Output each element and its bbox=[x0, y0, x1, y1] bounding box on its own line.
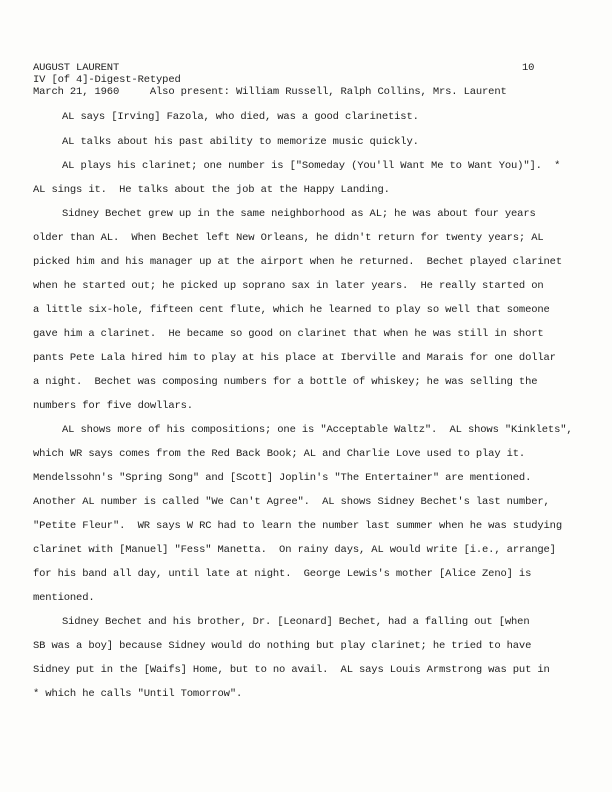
text-line: gave him a clarinet. He became so good on clarinet that when he was still in short bbox=[33, 328, 544, 340]
text-line: numbers for five dowllars. bbox=[33, 400, 193, 412]
text-line: AL plays his clarinet; one number is ["Someday (You'll Want Me to Want You)"]. * bbox=[62, 160, 561, 172]
text-line: clarinet with [Manuel] "Fess" Manetta. On rainy days, AL would write [i.e., arrange] bbox=[33, 544, 556, 556]
text-line: AL talks about his past ability to memorize music quickly. bbox=[62, 136, 419, 148]
text-line: "Petite Fleur". WR says W RC had to learn the number last summer when he was studying bbox=[33, 520, 562, 532]
text-line: Sidney Bechet grew up in the same neighborhood as AL; he was about four years bbox=[62, 208, 536, 220]
text-line: Mendelssohn's "Spring Song" and [Scott] Joplin's "The Entertainer" are mentioned. bbox=[33, 472, 532, 484]
text-line: AL shows more of his compositions; one is "Acceptable Waltz". AL shows "Kinklets", bbox=[62, 424, 573, 436]
text-line: Sidney Bechet and his brother, Dr. [Leonard] Bechet, had a falling out [when bbox=[62, 616, 530, 628]
text-line: when he started out; he picked up soprano sax in later years. He really started on bbox=[33, 280, 544, 292]
text-line: Sidney put in the [Waifs] Home, but to no avail. AL says Louis Armstrong was put in bbox=[33, 664, 550, 676]
text-line: picked him and his manager up at the airport when he returned. Bechet played clarinet bbox=[33, 256, 562, 268]
text-line: AL sings it. He talks about the job at the Happy Landing. bbox=[33, 184, 390, 196]
text-line: which WR says comes from the Red Back Book; AL and Charlie Love used to play it. bbox=[33, 448, 526, 460]
text-line: mentioned. bbox=[33, 592, 95, 604]
text-line: AL says [Irving] Fazola, who died, was a good clarinetist. bbox=[62, 111, 419, 123]
text-line: a night. Bechet was composing numbers for a bottle of whiskey; he was selling the bbox=[33, 376, 538, 388]
page-number: 10 bbox=[522, 62, 535, 74]
text-line: SB was a boy] because Sidney would do nothing but play clarinet; he tried to have bbox=[33, 640, 532, 652]
text-line: older than AL. When Bechet left New Orleans, he didn't return for twenty years; AL bbox=[33, 232, 544, 244]
interviewee-name: AUGUST LAURENT bbox=[33, 62, 120, 74]
text-line: Another AL number is called "We Can't Agree". AL shows Sidney Bechet's last number, bbox=[33, 496, 550, 508]
footnote: * which he calls "Until Tomorrow". bbox=[33, 688, 243, 700]
text-line: for his band all day, until late at night. George Lewis's mother [Alice Zeno] is bbox=[33, 568, 532, 580]
date-and-present: March 21, 1960 Also present: William Russell, Ralph Collins, Mrs. Laurent bbox=[33, 86, 507, 98]
text-line: pants Pete Lala hired him to play at his place at Iberville and Marais for one dollar bbox=[33, 352, 556, 364]
text-line: a little six-hole, fifteen cent flute, which he learned to play so well that someone bbox=[33, 304, 550, 316]
reel-label: IV [of 4]-Digest-Retyped bbox=[33, 74, 181, 86]
